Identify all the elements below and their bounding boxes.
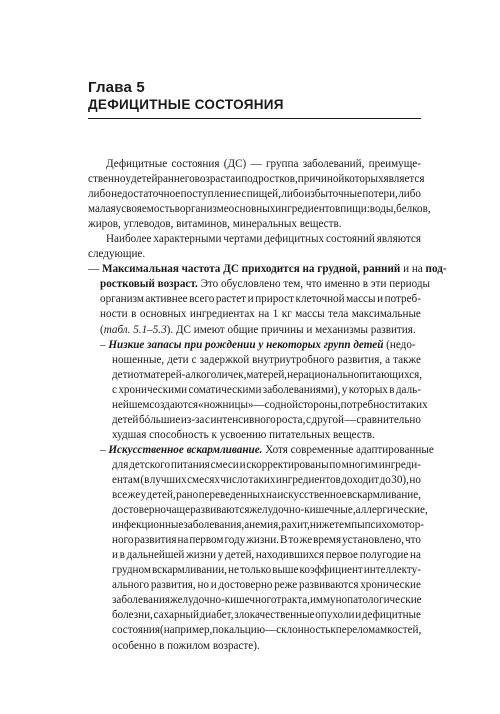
chapter-title: ДЕФИЦИТНЫЕ СОСТОЯНИЯ [88,97,284,112]
text-fragment: (недо- [383,338,416,351]
paragraph-intro [88,157,431,232]
text-fragment: и на [400,263,426,276]
text-line: дети от матерей-алкоголичек, матерей, нерационально питающихся, [112,368,423,381]
text-line: ного развития на первом году жизни. В то же время установлено, что [112,534,421,547]
text-line: детей бóльшие из-за с интенсивного роста, с другой — сравнительно [112,413,421,426]
text-line: следующие. [88,248,146,261]
text-line: заболевания желудочно-кишечного тракта, иммунопатологические [112,594,422,607]
text-line: все же у детей, рано переведенных на искусственное вскармливание, [112,489,421,502]
text-fragment: Это обусловлено тем, что именно в эти периоды [197,278,431,291]
text-line: с хроническими соматическими заболеваниями), у которых в даль- [112,383,421,396]
text-line: жиров, углеводов, витаминов, минеральных веществ. [88,218,342,231]
text-line [88,262,447,277]
text-fragment: ( [100,323,104,336]
text-line: ального развития, но и достоверно реже развиваются хронические [112,579,421,592]
text-line: инфекционные заболевания, анемия, рахит, ниже темпы психомотор- [112,519,425,532]
text-line [88,443,434,458]
text-line: достоверно чаще развиваются желудочно-кишечные, аллергические, [112,504,428,517]
text-line: для детского питания смеси и скорректированы по многим ингреди- [112,458,421,471]
text-line: организм активнее всего растет и прирост клеточной массы и потреб- [100,293,421,306]
text-line: грудном вскармливании, не только выше коэффициент интеллекту- [112,564,421,577]
sub-item-low-reserves [88,338,428,443]
sub-item-artificial-feeding [88,443,434,654]
text-line: болезни, сахарный диабет, злокачественные опухоли и дефицитные [112,609,421,622]
list-dash: – [100,338,106,351]
text-line: Дефицитные состояния (ДС) — группа заболеваний, преимуще- [106,158,421,170]
text-line: нейшем создаются «ножницы» — с одной стороны, потребности таких [112,398,428,411]
paragraph-characteristics [88,232,421,262]
bold-phrase: Максимальная частота ДС приходится на грудной, ранний [101,263,401,276]
bold-italic-phrase: Низкие запасы при рождении у некоторых групп детей [108,338,384,351]
chapter-number: Глава 5 [88,79,145,96]
text-line: ности в основных ингредиентах на 1 кг массы тела максимальные [100,308,421,321]
chapter-body [88,157,447,654]
text-fragment: ). ДС имеют общие причины и механизмы развития. [166,323,416,336]
list-item-max-frequency [88,262,447,337]
table-reference: табл. 5.1–5.3 [103,323,167,336]
text-line: ентам (в лучших смесях число таких ингредиентов доходит до 30), но [112,473,421,486]
text-line: и в дальнейшей жизни у детей, находившихся первое полугодие на [112,549,421,562]
chapter-title-rule [88,118,421,119]
text-fragment: Хотя современные адаптированные [262,443,434,456]
list-dash: — [88,263,100,276]
text-line: Наиболее характерными чертами дефицитных состояний являются [106,233,421,246]
bold-phrase: под- [425,263,447,276]
list-dash: – [100,443,106,456]
text-line: худшая способность к усвоению питательных веществ. [112,428,375,441]
text-line: ственно у детей раннего возраста и подростков, причиной которых является [88,173,425,186]
text-line: малая усвояемость в организме основных ингредиентов пищи: воды, белков, [88,203,431,216]
text-line [88,323,421,338]
text-line [88,338,421,353]
text-line: состояния (например, по кальцию — склонность к переломам костей, [112,624,422,637]
text-line: ношенные, дети с задержкой внутриутробного развития, а также [112,353,421,366]
bold-italic-phrase: Искусственное вскармливание. [108,443,263,456]
text-line: либо недостаточное поступление с пищей, либо избыточные потери, либо [88,188,421,201]
text-line: особенно в пожилом возрасте). [112,639,260,652]
bold-phrase: ростковый возраст. [100,278,198,291]
text-line [88,277,431,292]
